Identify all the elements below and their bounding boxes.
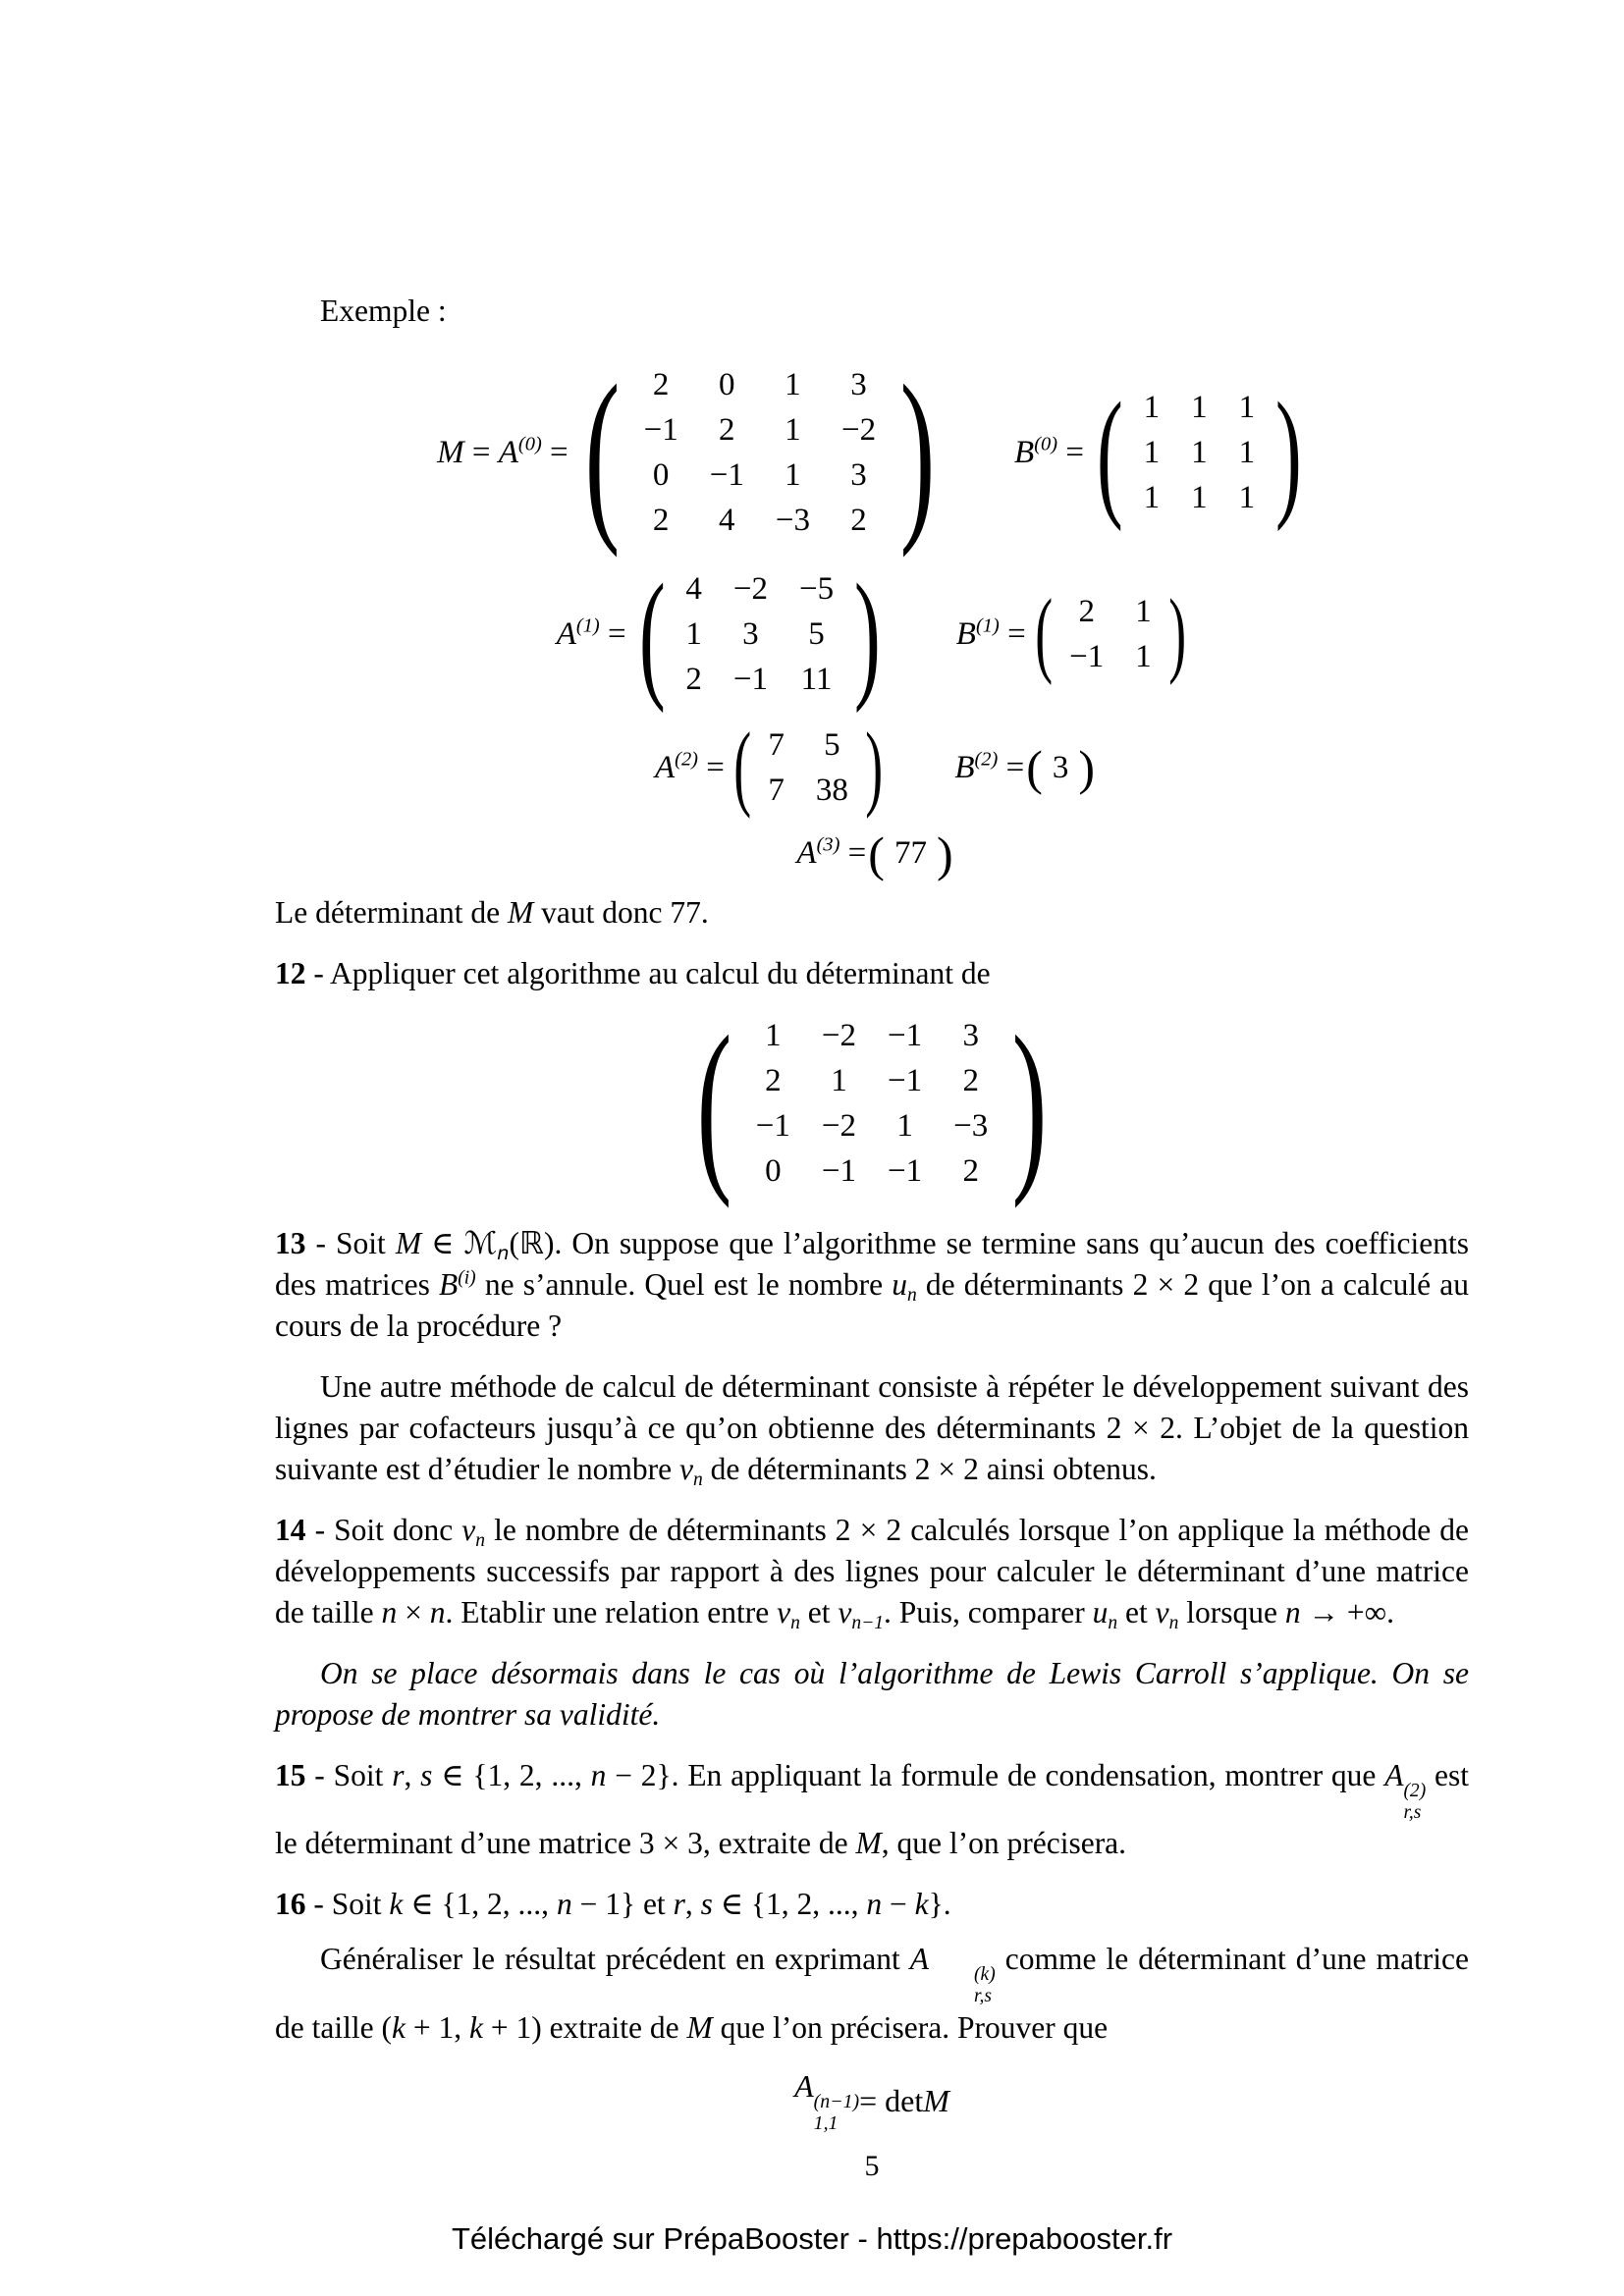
matrix-cell: 4 bbox=[719, 503, 735, 539]
equation-lhs-a1: $A^{(1)}$ = bbox=[556, 614, 626, 652]
matrix-cell: 1 bbox=[1135, 593, 1152, 629]
question-16-body: Généraliser le résultat précédent en exprimant A (k) r,s comme le déterminant d’une matrice de taille (k + 1, k + 1) extraite de M que l’on précisera. Prouver que bbox=[275, 1942, 1470, 2045]
matrix-cell: 2 bbox=[850, 503, 867, 539]
question-12-text: 12 - Appliquer cet algorithme au calcul du déterminant de bbox=[275, 955, 991, 990]
matrix-cell: −2 bbox=[821, 1107, 856, 1144]
matrix-cell: 1 bbox=[1238, 435, 1256, 471]
question-15-text: 15 - Soit r, s ∈ {1, 2, ..., n − 2}. En appliquant la formule de condensation, montrer que A (2) r,s est le déterminant d’une matrice 3 × 3, extraite de M, que l’on précisera. bbox=[275, 1757, 1470, 1861]
matrix-row bbox=[752, 722, 864, 768]
matrix-row bbox=[1054, 634, 1167, 679]
example-label: Exemple : bbox=[320, 294, 447, 328]
matrix-row bbox=[1128, 386, 1272, 431]
matrix-cell: 3 bbox=[850, 367, 867, 403]
matrix-b2 bbox=[1026, 740, 1096, 796]
matrix-cell: 5 bbox=[808, 615, 825, 652]
matrix-cell: 3 bbox=[850, 457, 867, 494]
equation-step-2 bbox=[275, 714, 1469, 821]
matrix-paren: ( bbox=[868, 826, 885, 881]
matrix-cell: −1 bbox=[888, 1017, 923, 1053]
matrix-row bbox=[752, 768, 864, 813]
matrix-cell: 1 bbox=[785, 367, 801, 403]
matrix-row bbox=[628, 454, 893, 499]
matrix-cell: 1 bbox=[1238, 390, 1256, 426]
matrix-row bbox=[740, 1013, 1004, 1058]
equation-step-0 bbox=[275, 347, 1469, 559]
matrix-cell: −1 bbox=[709, 457, 744, 494]
matrix-cell: 1 bbox=[1143, 435, 1161, 471]
matrix-cell: 0 bbox=[652, 457, 670, 494]
matrix-q12 bbox=[688, 996, 1056, 1209]
matrix-cell: 2 bbox=[685, 661, 702, 697]
equation-lhs-a3: $A^{(3)}$ = bbox=[796, 834, 867, 872]
matrix-cell: 1 bbox=[1191, 480, 1208, 516]
matrix-a1 bbox=[634, 555, 886, 715]
matrix-row bbox=[879, 831, 943, 877]
matrix-a3 bbox=[868, 826, 953, 881]
matrix-row bbox=[670, 566, 849, 612]
method-paragraph: Une autre méthode de calcul de déterminant consiste à répéter le développement suivant des lignes par cofacteurs jusqu’à ce qu’on obtienne des déterminants 2 × 2. L’objet de la question suivante est d’étudier le nombre $v_n$ de déterminants 2 × 2 ainsi obtenus. bbox=[275, 1368, 1469, 1490]
equation-lhs-m-a0: $M = A^{(0)}$ = bbox=[437, 433, 568, 471]
matrix-paren: ) bbox=[1078, 740, 1096, 796]
matrix-cell: 3 bbox=[1052, 749, 1069, 785]
matrix-cell: 2 bbox=[652, 367, 670, 403]
matrix-cell: 1 bbox=[1191, 390, 1208, 426]
text-block bbox=[275, 0, 1469, 2183]
matrix-cell: −5 bbox=[798, 570, 835, 607]
equation-lhs-a2: $A^{(2)}$ = bbox=[654, 748, 725, 785]
equation-step-1 bbox=[275, 555, 1469, 715]
equation-lhs-b1: $B^{(1)}$ = bbox=[955, 614, 1026, 652]
matrix-b1 bbox=[1034, 580, 1188, 687]
matrix-cell: 2 bbox=[652, 503, 670, 539]
matrix-cell: 2 bbox=[962, 1062, 979, 1098]
matrix-a0 bbox=[576, 347, 944, 559]
matrix-paren: ) bbox=[1168, 580, 1186, 687]
matrix-cell: 2 bbox=[1078, 593, 1095, 629]
matrix-cell: −1 bbox=[888, 1062, 923, 1098]
question-16-text: 16 - Soit k ∈ {1, 2, ..., n − 1} et r, s ∈ {1, 2, ..., n − k}. bbox=[275, 1887, 951, 1922]
equation-lhs-b0: $B^{(0)}$ = bbox=[1014, 433, 1084, 471]
matrix-row bbox=[1037, 745, 1085, 790]
matrix-cell: −3 bbox=[953, 1107, 989, 1144]
matrix-cell: −2 bbox=[732, 570, 768, 607]
matrix-cell: 0 bbox=[719, 367, 735, 403]
matrix-cell: 1 bbox=[1135, 638, 1152, 674]
matrix-cell: −1 bbox=[821, 1152, 856, 1189]
matrix-cell: 38 bbox=[815, 772, 848, 808]
question-12-matrix-display bbox=[275, 996, 1469, 1209]
matrix-row bbox=[1054, 589, 1167, 634]
matrix-row bbox=[628, 363, 893, 408]
matrix-paren: ( bbox=[733, 714, 752, 821]
matrix-paren: ) bbox=[1275, 373, 1302, 533]
matrix-cell: 7 bbox=[768, 772, 785, 808]
matrix-cell: 4 bbox=[685, 570, 702, 607]
question-14-text: 14 - Soit donc $v_n$ le nombre de déterminants 2 × 2 calculés lorsque l’on applique la méthode de développements successifs par rapport à des lignes pour calculer le déterminant d’une matrice de taille n × n. Etablir une relation entre $v_n$ et $v_{n-1}$. Puis, comparer $u_n$ et $v_n$ lorsque n → +∞. bbox=[275, 1512, 1469, 1633]
matrix-row bbox=[628, 408, 893, 454]
matrix-b0 bbox=[1092, 373, 1307, 533]
equation-step-3 bbox=[275, 826, 1469, 881]
matrix-paren: ( bbox=[584, 347, 620, 559]
matrix-cell: 11 bbox=[800, 661, 833, 697]
equation-lhs-b2: $B^{(2)}$ = bbox=[954, 748, 1025, 785]
matrix-cell: −1 bbox=[1069, 638, 1105, 674]
matrix-cell: 1 bbox=[765, 1017, 782, 1053]
matrix-cell: 0 bbox=[765, 1152, 782, 1189]
matrix-cell: 1 bbox=[896, 1107, 913, 1144]
matrix-cell: 3 bbox=[742, 615, 759, 652]
page-number: 5 bbox=[864, 2150, 880, 2183]
matrix-row bbox=[740, 1148, 1004, 1194]
matrix-cell: 1 bbox=[1238, 480, 1256, 516]
matrix-row bbox=[740, 1103, 1004, 1148]
matrix-cell: −1 bbox=[888, 1152, 923, 1189]
matrix-row bbox=[740, 1058, 1004, 1103]
assumption-paragraph: On se place désormais dans le cas où l’algorithme de Lewis Carroll s’applique. On se propose de montrer sa validité. bbox=[275, 1655, 1469, 1732]
matrix-a2 bbox=[732, 714, 884, 821]
matrix-cell: 1 bbox=[785, 457, 801, 494]
matrix-cell: 2 bbox=[765, 1062, 782, 1098]
matrix-cell: −2 bbox=[840, 412, 877, 449]
matrix-paren: ) bbox=[899, 347, 936, 559]
matrix-paren: ) bbox=[854, 555, 881, 715]
matrix-cell: 2 bbox=[962, 1152, 979, 1189]
matrix-cell: 1 bbox=[831, 1062, 847, 1098]
matrix-paren: ( bbox=[1026, 740, 1043, 796]
matrix-paren: ( bbox=[696, 996, 732, 1209]
matrix-cell: 2 bbox=[719, 412, 735, 449]
matrix-row bbox=[670, 612, 849, 657]
matrix-cell: −1 bbox=[732, 661, 768, 697]
matrix-row bbox=[1128, 431, 1272, 476]
matrix-cell: −2 bbox=[821, 1017, 856, 1053]
matrix-row bbox=[670, 657, 849, 702]
matrix-cell: 77 bbox=[893, 835, 927, 872]
matrix-cell: 1 bbox=[1143, 390, 1161, 426]
matrix-cell: 1 bbox=[1143, 480, 1161, 516]
matrix-cell: 3 bbox=[962, 1017, 979, 1053]
matrix-cell: 5 bbox=[824, 726, 840, 763]
question-13-text: 13 - Soit M ∈ ℳ$_n$(ℝ). On suppose que l’algorithme se termine sans qu’aucun des coefficients des matrices $B^{(i)}$ ne s’annule. Quel est le nombre $u_n$ de déterminants 2 × 2 que l’on a calculé au cours de la procédure ? bbox=[275, 1225, 1470, 1343]
matrix-cell: 1 bbox=[685, 615, 702, 652]
matrix-cell: −1 bbox=[643, 412, 678, 449]
matrix-cell: 1 bbox=[785, 412, 801, 449]
final-formula: A (n−1) 1,1 = det M bbox=[794, 2067, 949, 2134]
footer-text: Téléchargé sur PrépaBooster - https://prepabooster.fr bbox=[451, 2221, 1173, 2256]
matrix-paren: ) bbox=[865, 714, 884, 821]
matrix-paren: ( bbox=[638, 555, 666, 715]
matrix-row bbox=[628, 499, 893, 544]
determinant-result-text: Le déterminant de M vaut donc 77. bbox=[275, 894, 709, 930]
matrix-paren: ( bbox=[1034, 580, 1053, 687]
matrix-cell: −1 bbox=[755, 1107, 790, 1144]
matrix-cell: 7 bbox=[768, 726, 785, 763]
matrix-paren: ) bbox=[936, 826, 953, 881]
matrix-row bbox=[1128, 476, 1272, 521]
matrix-paren: ) bbox=[1011, 996, 1048, 1209]
matrix-cell: −3 bbox=[775, 503, 810, 539]
matrix-paren: ( bbox=[1096, 373, 1123, 533]
matrix-cell: 1 bbox=[1191, 435, 1208, 471]
